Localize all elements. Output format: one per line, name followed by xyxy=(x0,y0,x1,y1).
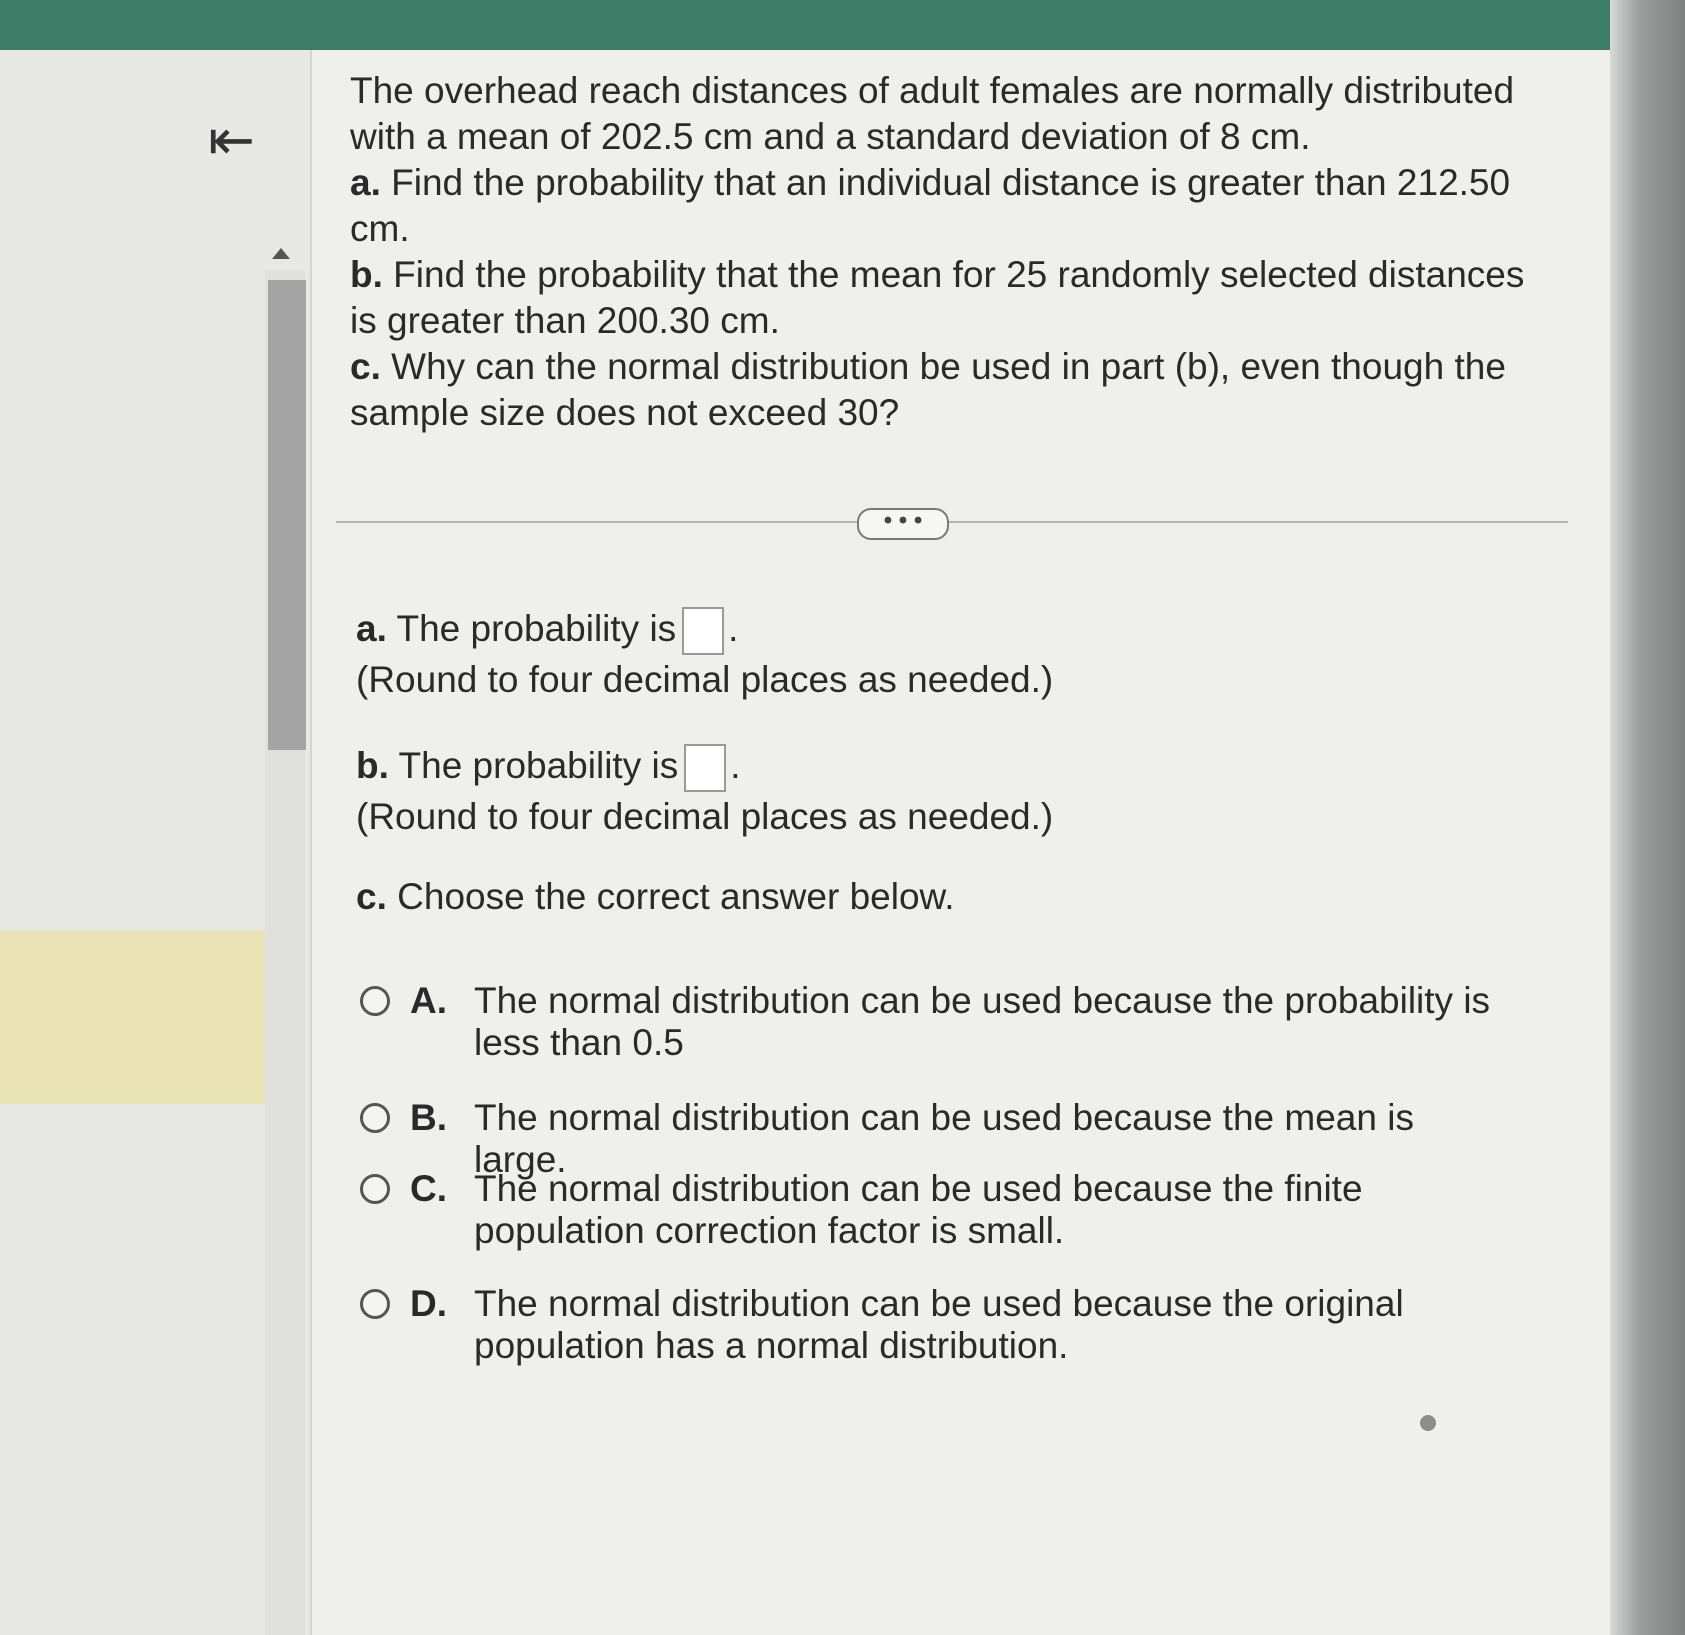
screen-edge xyxy=(1610,0,1685,1635)
answer-a-label: a. xyxy=(356,608,387,649)
collapse-panel-icon[interactable]: ⇤ xyxy=(208,108,255,171)
answer-c-label: c. xyxy=(356,876,387,917)
answer-b-text: The probability is xyxy=(398,745,679,786)
answer-b-suffix: . xyxy=(730,745,741,786)
question-intro: The overhead reach distances of adult females are normally distributed with a mean of 202.5 cm and a standard deviation of 8 cm. xyxy=(350,70,1515,157)
option-d-text: The normal distribution can be used because the original population has a normal distribution. xyxy=(474,1283,1404,1366)
part-a-label: a. xyxy=(350,162,381,203)
option-a[interactable] xyxy=(358,980,1528,1070)
option-b-text: The normal distribution can be used because the mean is large. xyxy=(474,1097,1414,1180)
option-d[interactable] xyxy=(358,1283,1528,1373)
scrollbar-thumb[interactable] xyxy=(268,280,306,750)
answer-c xyxy=(356,872,1556,922)
answer-a-line xyxy=(356,604,1556,655)
option-d-letter: D. xyxy=(410,1283,447,1324)
part-a-text: Find the probability that an individual distance is greater than 212.50 cm. xyxy=(350,162,1511,249)
answer-b-line xyxy=(356,741,1556,792)
question-part-c xyxy=(350,344,1550,436)
question-part-b xyxy=(350,252,1550,344)
part-c-text: Why can the normal distribution be used in part (b), even though the sample size does not exceed 30? xyxy=(350,346,1506,433)
top-header-bar xyxy=(0,0,1610,50)
option-a-letter: A. xyxy=(410,980,447,1021)
answer-b xyxy=(356,741,1556,842)
option-c-radio[interactable] xyxy=(360,1174,390,1204)
status-dot xyxy=(1420,1415,1436,1431)
question-text xyxy=(350,68,1550,436)
question-part-a xyxy=(350,160,1550,252)
part-c-label: c. xyxy=(350,346,381,387)
answer-c-line xyxy=(356,872,1556,922)
answer-a-text: The probability is xyxy=(396,608,677,649)
option-c-letter: C. xyxy=(410,1168,447,1209)
answer-a-suffix: . xyxy=(728,608,739,649)
answer-b-input[interactable] xyxy=(684,744,726,792)
answer-c-text: Choose the correct answer below. xyxy=(397,876,955,917)
option-a-radio[interactable] xyxy=(360,986,390,1016)
part-b-label: b. xyxy=(350,254,383,295)
section-divider xyxy=(336,521,1568,523)
scroll-up-arrow-icon[interactable] xyxy=(272,248,290,259)
answer-a-hint: (Round to four decimal places as needed.) xyxy=(356,659,1054,701)
option-b-radio[interactable] xyxy=(360,1103,390,1133)
highlighted-question-item[interactable] xyxy=(0,930,268,1104)
option-c[interactable] xyxy=(358,1168,1528,1258)
answer-a xyxy=(356,604,1556,705)
option-b[interactable] xyxy=(358,1097,1528,1180)
answer-b-label: b. xyxy=(356,745,389,786)
option-a-text: The normal distribution can be used because the probability is less than 0.5 xyxy=(474,980,1491,1063)
more-options-button[interactable]: • • • xyxy=(857,508,949,540)
part-b-text: Find the probability that the mean for 25 randomly selected distances is greater than 200.30 cm. xyxy=(350,254,1525,341)
option-d-radio[interactable] xyxy=(360,1289,390,1319)
answer-b-hint: (Round to four decimal places as needed.) xyxy=(356,796,1054,838)
answer-a-input[interactable] xyxy=(682,607,724,655)
option-c-text: The normal distribution can be used because the finite population correction factor is small. xyxy=(474,1168,1363,1251)
option-b-letter: B. xyxy=(410,1097,447,1138)
